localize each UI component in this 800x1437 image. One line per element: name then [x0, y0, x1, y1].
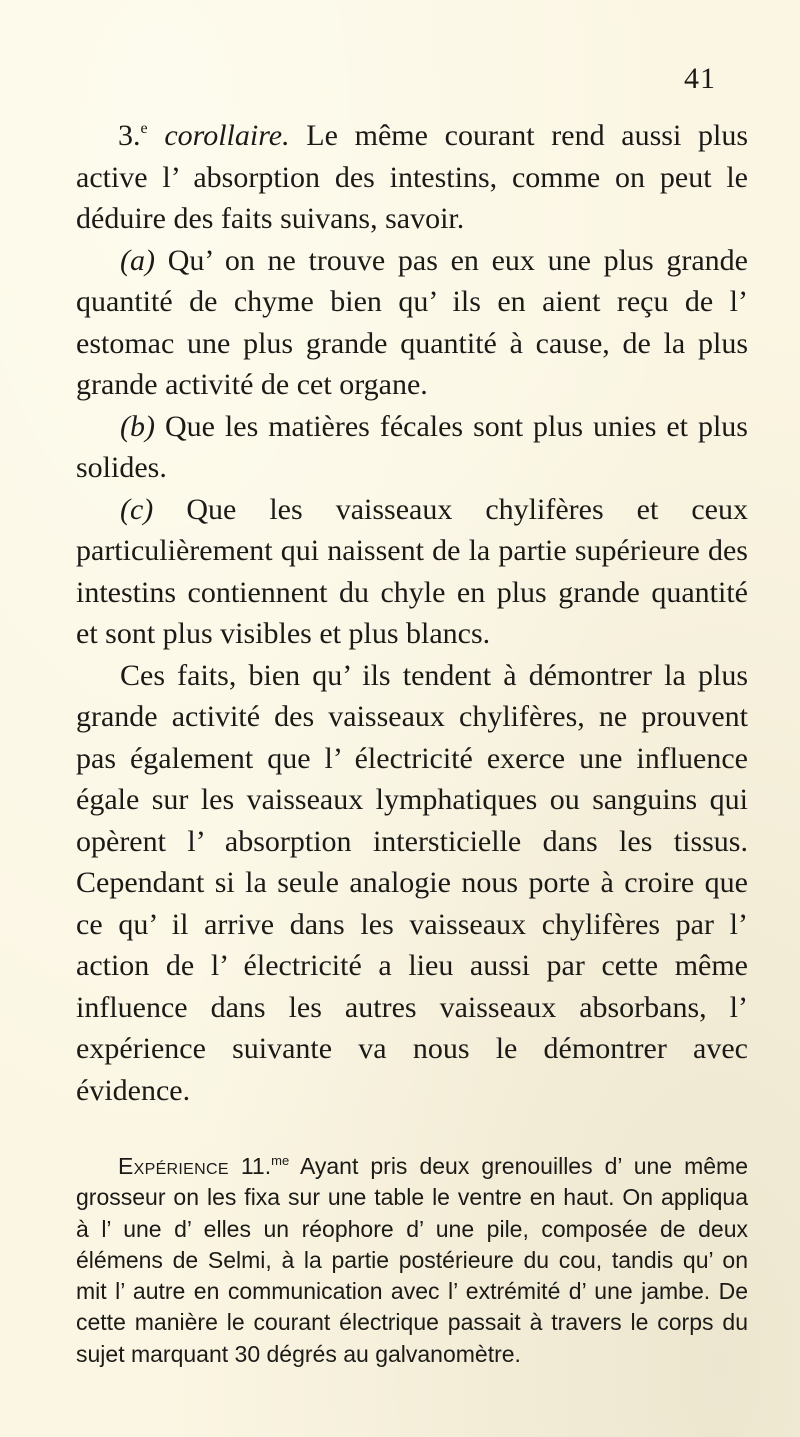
item-b-paragraph [76, 406, 748, 489]
item-text: Qu’ on ne trouve pas en eux une plus grande quantité de chyme bien qu’ ils en aient reçu de l’ estomac une plus grande quantité à cause, de la plus grande activité de cet organe. [76, 243, 748, 401]
item-marker: (b) [120, 409, 155, 443]
corollary-ordinal: 3.$^e$ [118, 119, 148, 152]
item-text: Que les vaisseaux chylifères et ceux particulièrement qui naissent de la partie supérieure des intestins contiennent du chyle en plus grande quantité et sont plus visibles et plus blancs. [76, 492, 748, 650]
experience-text: Ayant pris deux grenouilles d’ une même grosseur on les fixa sur une table le ventre en haut. On appliqua à l’ une d’ elles un réophore d’ une pile, composée de deux élémens de Selmi, à la partie postérieure du cou, tandis qu’ on mit l’ autre en communication avec l’ extrémité d’ une jambe. De cette manière le courant électrique passait à travers le corps du sujet marquant 30 dégrés au galvanomètre. [76, 1153, 749, 1367]
item-marker: (a) [120, 243, 155, 277]
corollary-intro: Le même courant rend aussi plus active l’ absorption des intestins, comme on peut le déduire des faits suivans, savoir. [76, 119, 748, 235]
item-c-paragraph [76, 489, 748, 655]
experience-heading: Expérience [118, 1153, 229, 1179]
page-number: 41 [684, 62, 716, 95]
item-a-paragraph [76, 240, 748, 406]
corollary-ordinal-sup: e [140, 120, 148, 137]
main-text [76, 108, 748, 1111]
experience-number: 11.$^{me}$ [240, 1153, 290, 1179]
item-text: Que les matières fécales sont plus unies et plus solides. [76, 409, 748, 484]
conclusion-paragraph: Ces faits, bien qu’ ils tendent à démontrer la plus grande activité des vaisseaux chylifères, ne prouvent pas également que l’ électricité exerce une influence égale sur les vaisseaux lymphatiques ou sanguins qui opèrent l’ absorption intersticielle dans les tissus. Cependant si la seule analogie nous porte à croire que ce qu’ il arrive dans les vaisseaux chylifères par l’ action de l’ électricité a lieu aussi par cette même influence dans les autres vaisseaux absorbans, l’ expérience suivante va nous le démontrer avec évidence. [76, 658, 748, 1107]
corollary-title: corollaire. [164, 119, 290, 152]
corollary-paragraph [76, 108, 748, 240]
text-body [76, 108, 748, 1370]
item-marker: (c) [120, 492, 154, 526]
experience-paragraph [76, 1145, 748, 1370]
